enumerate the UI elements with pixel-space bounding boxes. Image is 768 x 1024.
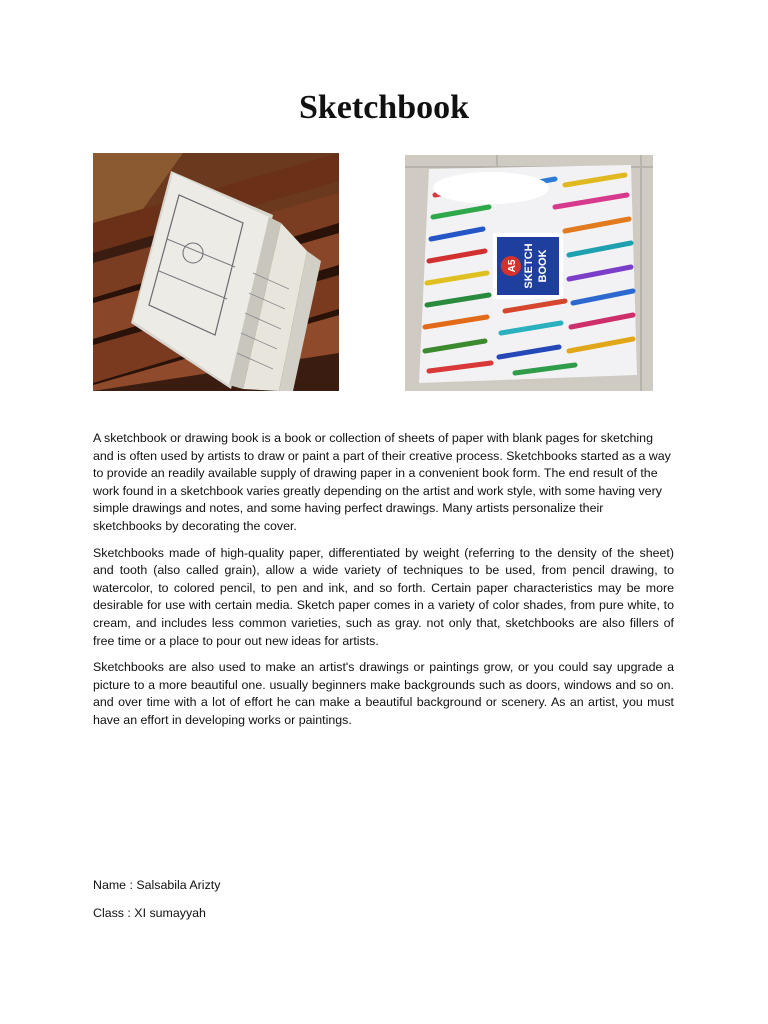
cover-label-line1: SKETCH: [523, 243, 535, 289]
paragraph-intro: A sketchbook or drawing book is a book or collection of sheets of paper with blank pages for sketching and is often used by artists to draw or paint a part of their creative process. Sketchbooks started as a way to provide an readily available supply of drawing paper in a convenient book form. The end result of the work found in a sketchbook varies greatly depending on the artist and work style, with some having very simple drawings and notes, and some having perfect drawings. Many artists personalize their sketchbooks by decorating the cover.: [93, 431, 671, 533]
author-name: Name : Salsabila Arizty: [93, 878, 221, 892]
open-sketchbook-photo: [93, 153, 339, 391]
open-sketchbook-illustration: [93, 153, 339, 391]
sketchbook-cover-photo: [405, 155, 653, 391]
paragraph-growth: Sketchbooks are also used to make an artist's drawings or paintings grow, or you could say upgrade a picture to a more beautiful one. usually beginners make backgrounds such as doors, windows and so on. and over time with a lot of effort he can make a beautiful background or scenery. As an artist, you must have an effort in developing works or paintings.: [93, 660, 674, 727]
cover-badge-size: A5: [507, 259, 518, 273]
paragraph-paper: Sketchbooks made of high-quality paper, differentiated by weight (referring to the density of the sheet) and tooth (also called grain), allow a wide variety of techniques to be used, from pencil drawing, to watercolor, to colored pencil, to pen and ink, and so forth. Certain paper characteristics may be more desirable for use with certain media. Sketch paper comes in a variety of color shades, from pure white, to cream, and includes less common varieties, such as gray. not only that, sketchbooks are also fillers of free time or a place to pour out new ideas for artists.: [93, 545, 674, 648]
author-class: Class : XI sumayyah: [93, 906, 206, 920]
sketchbook-cover-illustration: [405, 155, 653, 391]
body-text: [93, 430, 674, 739]
cover-label-line2: BOOK: [537, 249, 549, 283]
page-title: Sketchbook: [298, 89, 470, 126]
